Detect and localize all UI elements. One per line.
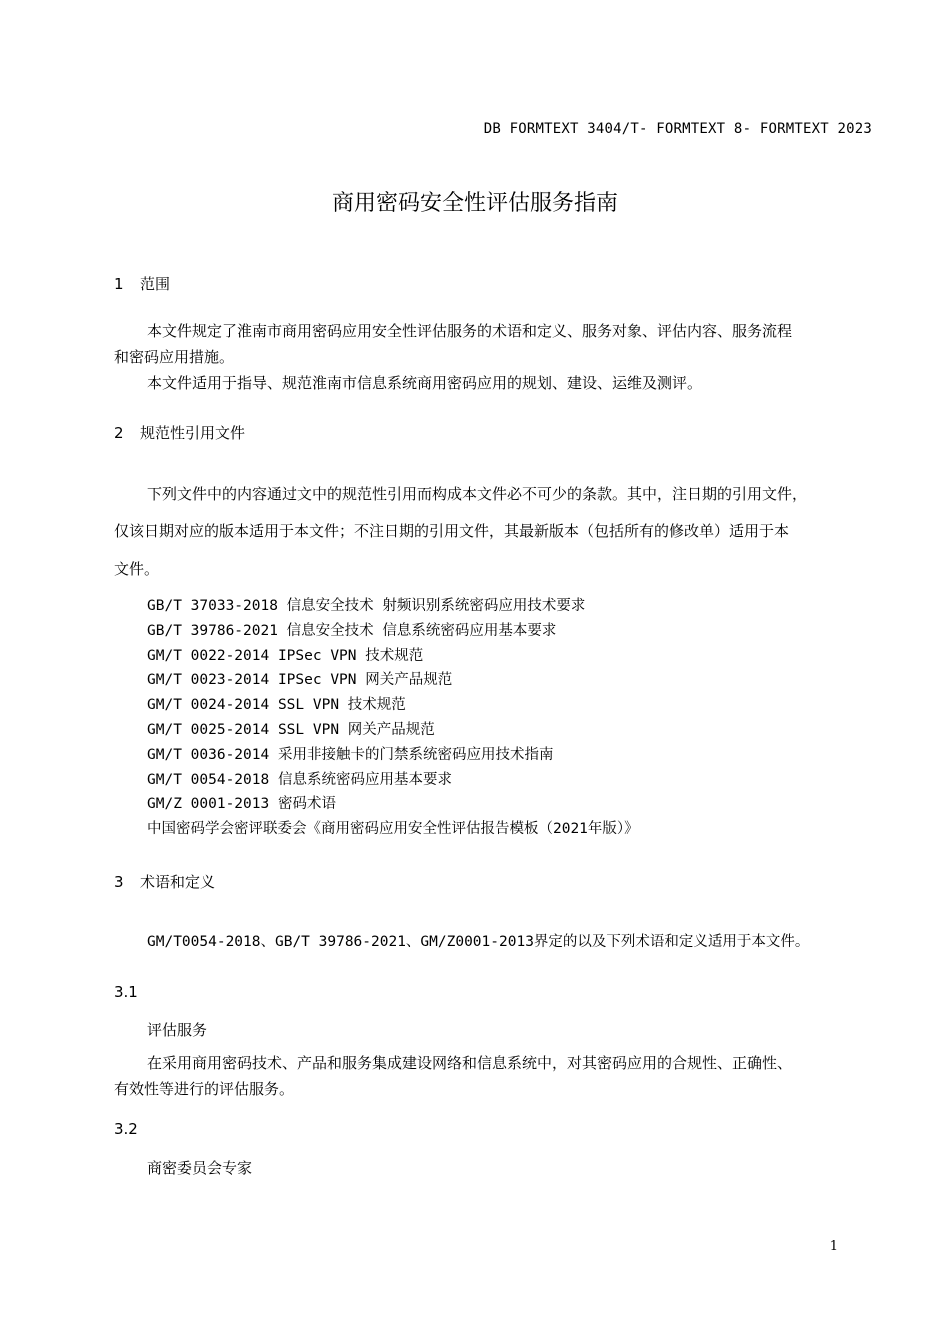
reference-item: GB/T 37033-2018 信息安全技术 射频识别系统密码应用技术要求 — [147, 598, 586, 614]
paragraph-line: 仅该日期对应的版本适用于本文件；不注日期的引用文件，其最新版本（包括所有的修改单）适用于本 — [114, 522, 790, 540]
page-number: 1 — [829, 1239, 838, 1254]
term-3-1-number: 3.1 — [114, 983, 138, 1001]
reference-item: GM/T 0036-2014 采用非接触卡的门禁系统密码应用技术指南 — [147, 746, 554, 763]
paragraph-line: 和密码应用措施。 — [114, 348, 235, 366]
paragraph-line: 有效性等进行的评估服务。 — [114, 1080, 295, 1098]
paragraph-line: GM/T0054-2018、GB/T 39786-2021、GM/Z0001-2013界定的以及下列术语和定义适用于本文件。 — [147, 934, 810, 950]
paragraph-line: 文件。 — [114, 560, 160, 578]
section-2-heading — [114, 422, 245, 443]
section-title: 规范性引用文件 — [140, 424, 246, 442]
reference-item: GM/T 0022-2014 IPSec VPN 技术规范 — [147, 647, 424, 664]
reference-item: GM/T 0023-2014 IPSec VPN 网关产品规范 — [147, 672, 453, 689]
paragraph-line: 本文件适用于指导、规范淮南市信息系统商用密码应用的规划、建设、运维及测评。 — [147, 374, 703, 392]
document-title: 商用密码安全性评估服务指南 — [331, 191, 618, 216]
term-3-1-title: 评估服务 — [147, 1021, 208, 1039]
term-3-2-number: 3.2 — [114, 1120, 138, 1138]
term-3-2-title: 商密委员会专家 — [147, 1159, 253, 1177]
section-number: 3 — [114, 873, 124, 891]
section-number: 1 — [114, 275, 124, 293]
paragraph-line: 本文件规定了淮南市商用密码应用安全性评估服务的术语和定义、服务对象、评估内容、服务流程 — [147, 322, 793, 340]
section-3-heading — [114, 871, 215, 892]
paragraph-line: 下列文件中的内容通过文中的规范性引用而构成本文件必不可少的条款。其中，注日期的引用文件， — [147, 485, 808, 503]
reference-item: GM/Z 0001-2013 密码术语 — [147, 796, 336, 813]
reference-item: GB/T 39786-2021 信息安全技术 信息系统密码应用基本要求 — [147, 622, 557, 639]
reference-list — [147, 594, 639, 842]
section-1-heading — [114, 273, 170, 294]
document-id: DB FORMTEXT 3404/T- FORMTEXT 8- FORMTEXT 2023 — [483, 121, 872, 137]
section-title: 术语和定义 — [140, 873, 216, 891]
section-title: 范围 — [140, 275, 171, 293]
section-number: 2 — [114, 424, 124, 442]
reference-item: GM/T 0024-2014 SSL VPN 技术规范 — [147, 697, 406, 714]
reference-item: GM/T 0025-2014 SSL VPN 网关产品规范 — [147, 721, 435, 738]
paragraph-line: 在采用商用密码技术、产品和服务集成建设网络和信息系统中，对其密码应用的合规性、正确性、 — [147, 1054, 793, 1072]
reference-item: 中国密码学会密评联委会《商用密码应用安全性评估报告模板（2021年版）》 — [147, 821, 639, 838]
reference-item: GM/T 0054-2018 信息系统密码应用基本要求 — [147, 771, 452, 788]
